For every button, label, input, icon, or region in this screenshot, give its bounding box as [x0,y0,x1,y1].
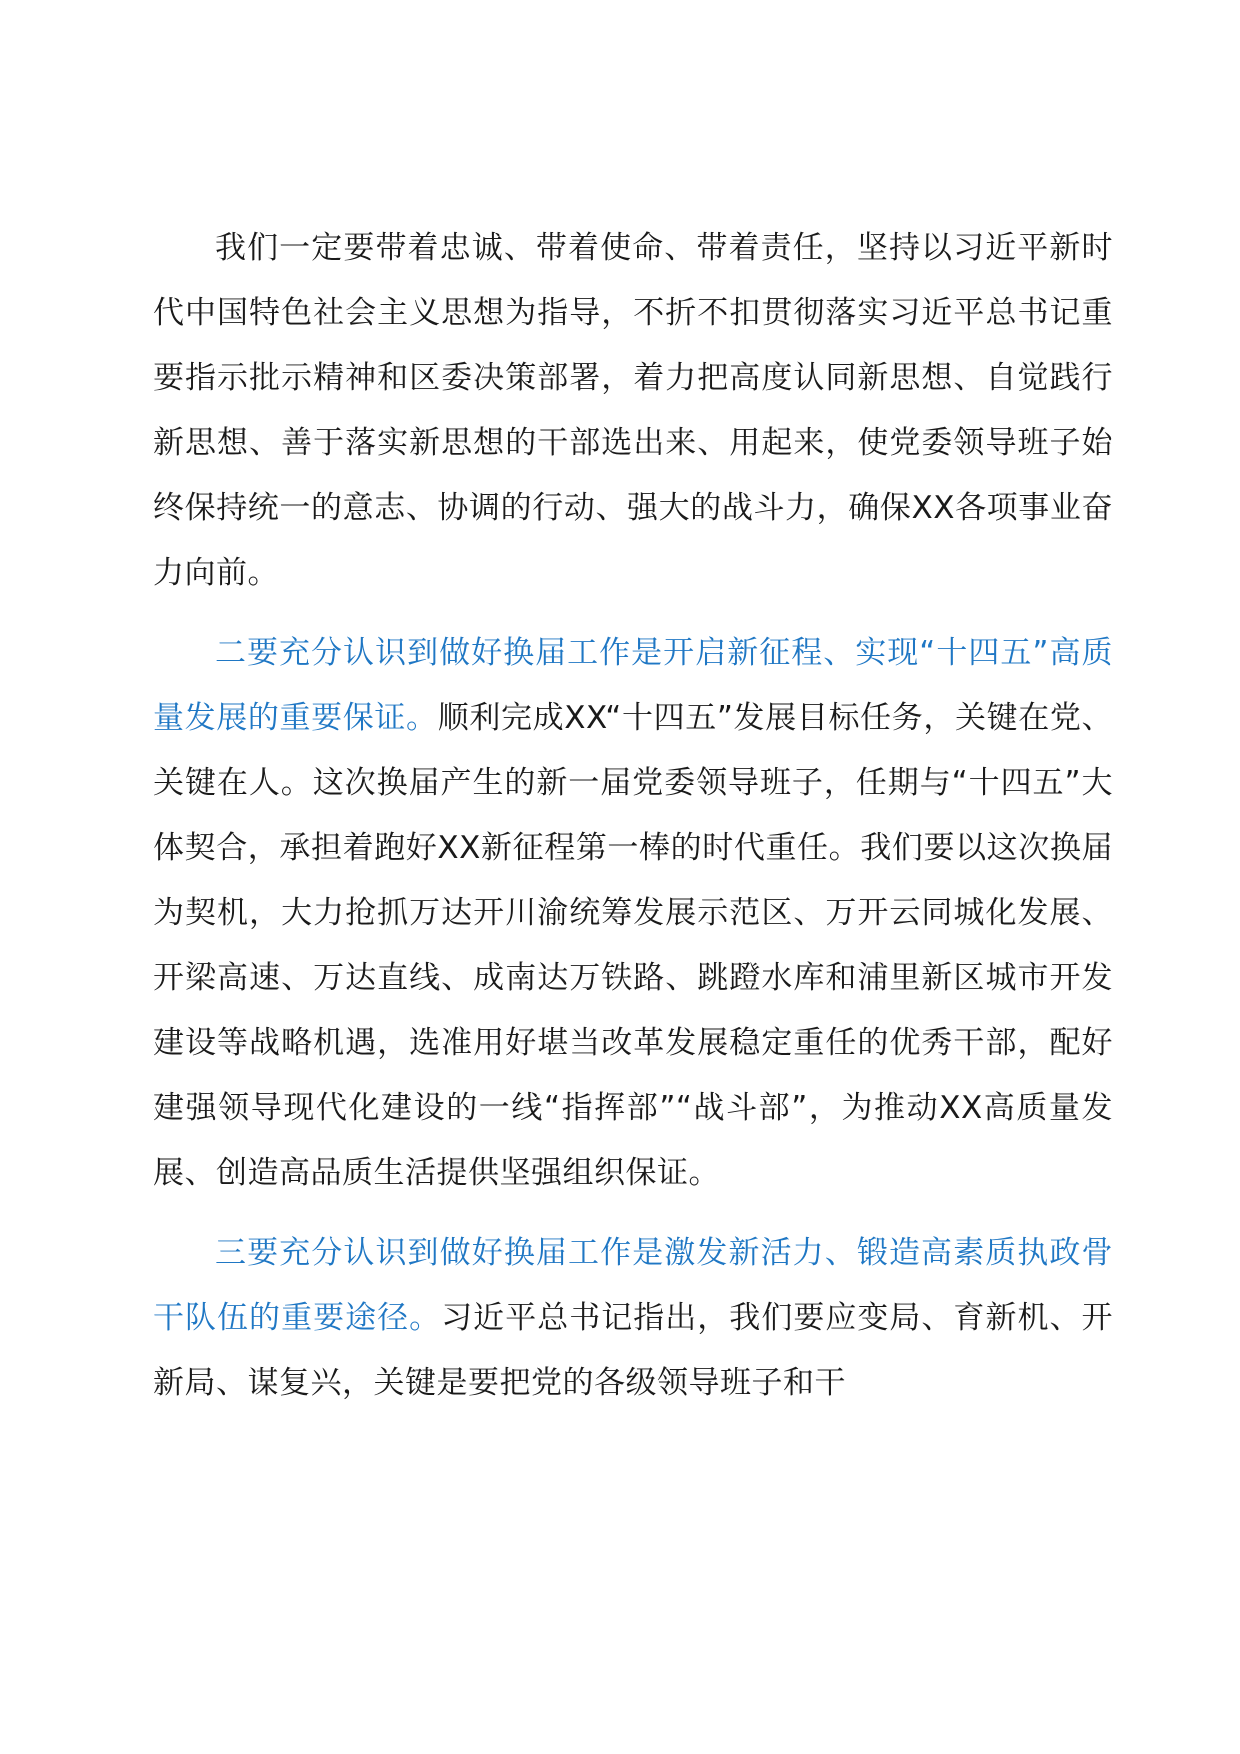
paragraph-2-text: 顺利完成XX“十四五”发展目标任务，关键在党、关键在人。这次换届产生的新一届党委领导班子，任期与“十四五”大体契合，承担着跑好XX新征程第一棒的时代重任。我们要以这次换届为契机，大力抢抓万达开川渝统筹发展示范区、万开云同城化发展、开梁高速、万达直线、成南达万铁路、跳蹬水库和浦里新区城市开发建设等战略机遇，选准用好堪当改革发展稳定重任的优秀干部，配好建强领导现代化建设的一线“指挥部”“战斗部”，为推动XX高质量发展、创造高品质生活提供坚强组织保证。 [153,700,1114,1191]
paragraph-3-text: 习近平总书记指出，我们要应变局、育新机、开新局、谋复兴，关键是要把党的各级领导班子和干 [153,1300,1113,1401]
paragraph-1-text: 我们一定要带着忠诚、带着使命、带着责任，坚持以习近平新时代中国特色社会主义思想为指导，不折不扣贯彻落实习近平总书记重要指示批示精神和区委决策部署，着力把高度认同新思想、自觉践行新思想、善于落实新思想的干部选出来、用起来，使党委领导班子始终保持统一的意志、协调的行动、强大的战斗力，确保XX各项事业奋力向前。 [153,230,1113,591]
paragraph-2 [153,621,1113,1206]
paragraph-1 [153,216,1113,606]
document-body [153,216,1113,1416]
paragraph-3 [153,1221,1113,1416]
paragraph-3-heading: 三要充分认识到做好换届工作是激发新活力、锻造高素质执政骨干队伍的重要途径。 [153,1235,1113,1336]
paragraph-2-heading: 二要充分认识到做好换届工作是开启新征程、实现“十四五”高质量发展的重要保证。 [153,635,1113,736]
